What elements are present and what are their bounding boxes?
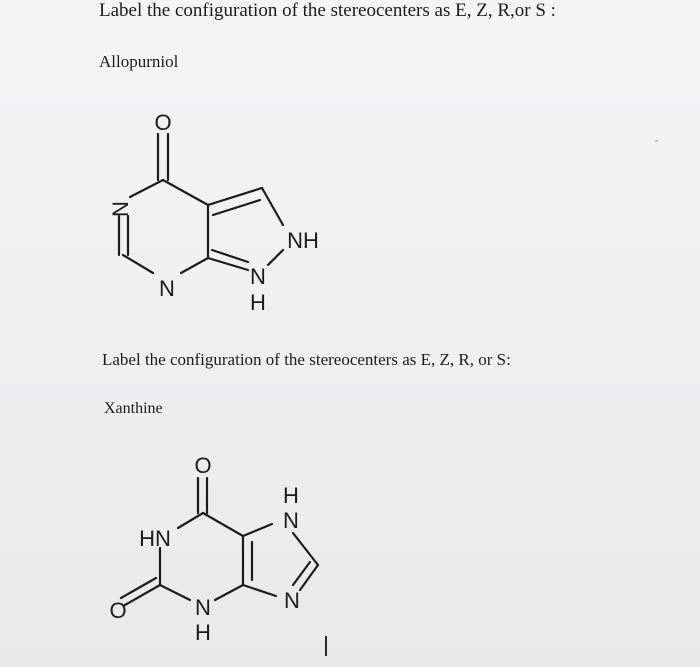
x-n3-c4	[215, 585, 243, 600]
atom-n-bottom: N	[159, 276, 175, 301]
bond-c4-n3	[130, 180, 163, 197]
x-c6-c5	[203, 513, 243, 536]
x-n7-c8	[293, 533, 318, 565]
atom-o: O	[154, 110, 172, 135]
question-1-text: Label the configuration of the stereocenters as E, Z, R,or S :	[99, 0, 556, 21]
screen-speck	[655, 140, 658, 142]
atom-o-left: O	[109, 598, 127, 623]
bond-c2-n1	[123, 255, 153, 273]
bond-c3-n2	[262, 188, 283, 225]
question-2-text: Label the configuration of the stereocenters as E, Z, R, or S:	[102, 350, 511, 369]
x-c2-o-a	[125, 585, 160, 605]
atom-h-mid: H	[250, 290, 266, 315]
xanthine-structure	[109, 453, 318, 645]
atom-n-mid: N	[250, 264, 266, 289]
atom-n-right: N	[283, 508, 299, 533]
x-c4-n9	[243, 585, 276, 596]
atom-h-right: H	[283, 483, 299, 508]
x-c2-o-b	[121, 578, 156, 598]
atom-n-imidazole: N	[284, 588, 300, 613]
x-c8-n9-a	[300, 565, 318, 590]
atom-n-bottom: N	[195, 595, 211, 620]
molecule-2-name: Xanthine	[104, 400, 163, 417]
text-cursor	[325, 636, 327, 656]
bond-n2-n1h	[268, 250, 283, 265]
bond-n1-c7a	[181, 258, 208, 273]
x-c6-n1	[178, 513, 203, 528]
atom-o-top: O	[194, 453, 212, 478]
atom-h-bottom: H	[195, 620, 211, 645]
atom-nh: NH	[287, 228, 319, 253]
x-c8-n9-b	[293, 562, 310, 585]
x-c2-n3	[160, 585, 190, 600]
atom-hn: HN	[139, 526, 171, 551]
bond-c4-c3a	[163, 180, 208, 205]
molecule-1-name: Allopurniol	[99, 52, 179, 71]
atom-n-ring: N	[108, 201, 133, 217]
x-c5-n7	[243, 524, 272, 536]
allopurinol-structure	[108, 110, 319, 315]
